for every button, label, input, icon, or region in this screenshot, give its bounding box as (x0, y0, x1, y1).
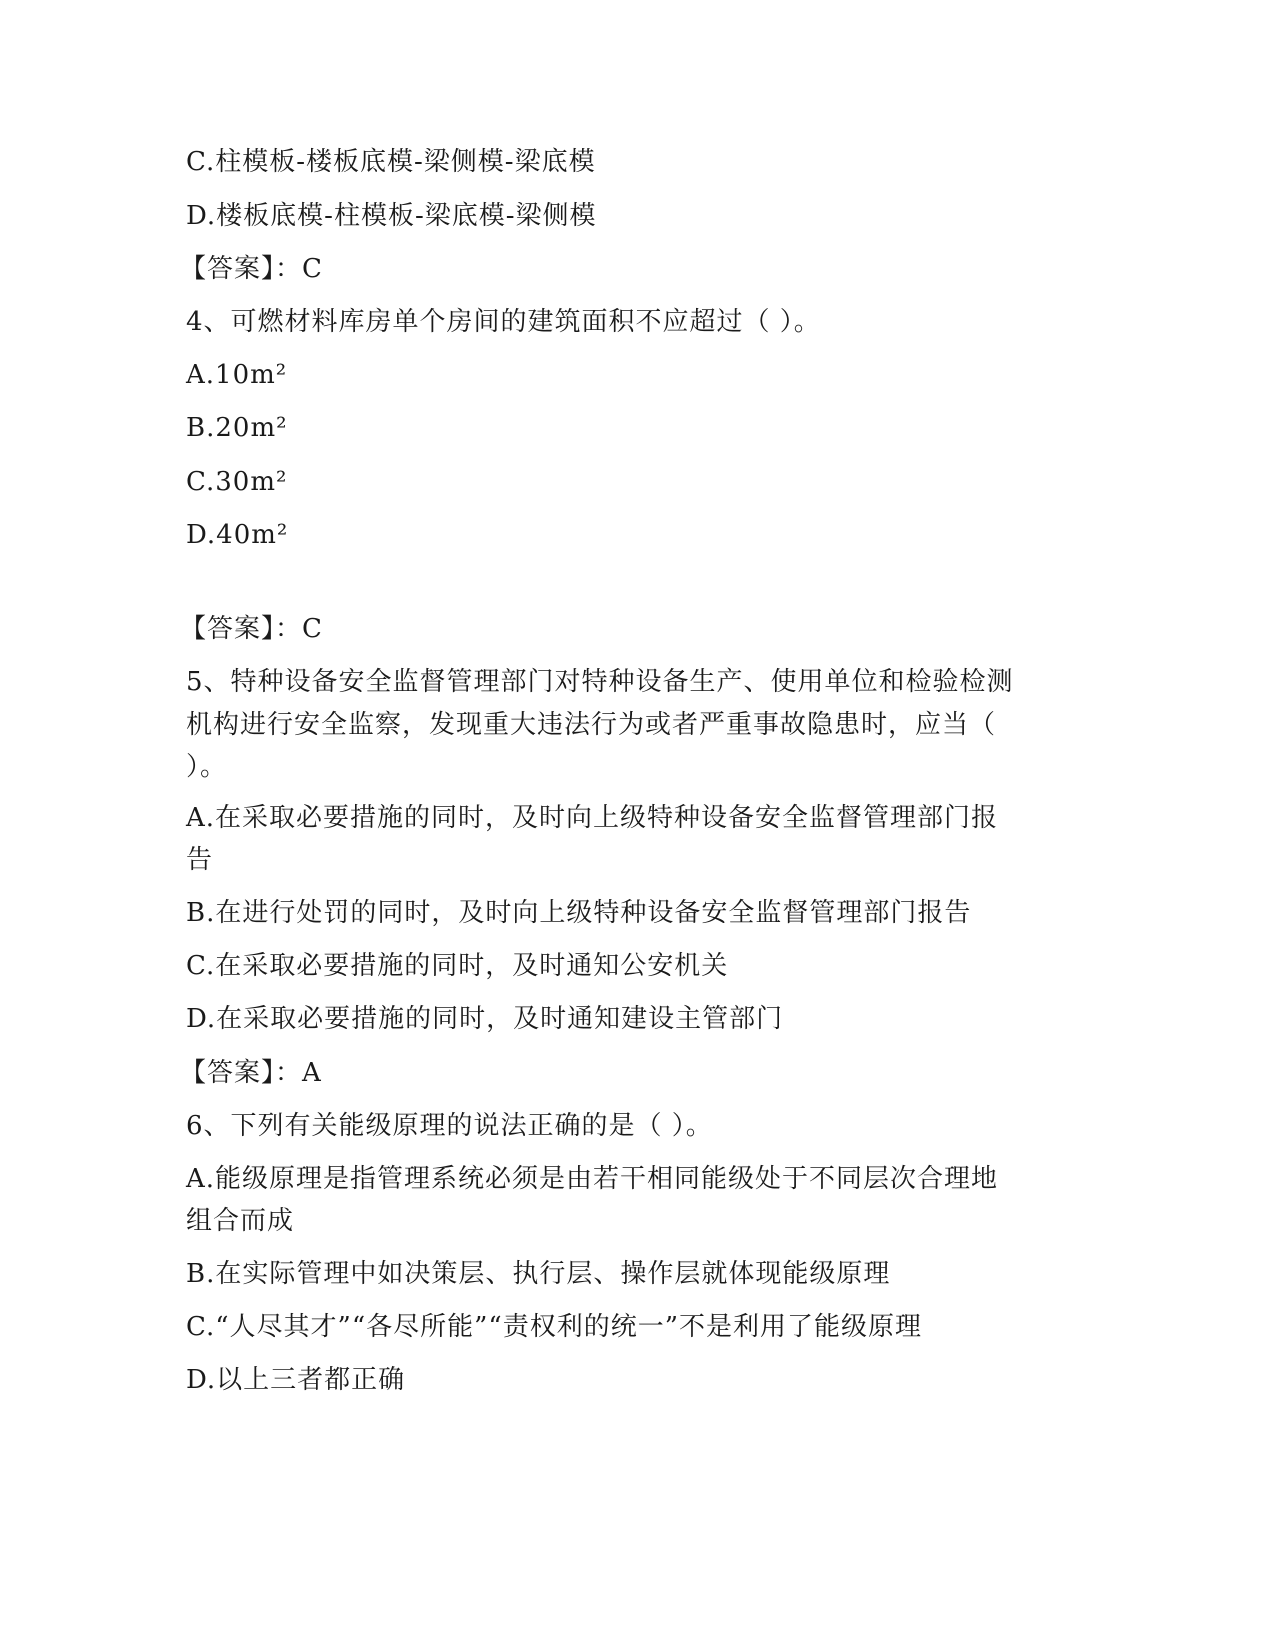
q6-option-a-line-1: A.能级原理是指管理系统必须是由若干相同能级处于不同层次合理地 (186, 1164, 999, 1194)
q4-option-b: B.20m² (186, 413, 288, 443)
q4-option-d: D.40m² (186, 520, 289, 550)
q5-option-a-line-2: 告 (186, 845, 214, 875)
q4-option-c: C.30m² (186, 467, 288, 497)
q5-stem-line-3: ）。 (186, 752, 228, 782)
q3-option-c: C.柱模板-楼板底模-梁侧模-梁底模 (186, 147, 596, 177)
q5-option-d: D.在采取必要措施的同时，及时通知建设主管部门 (186, 1004, 784, 1034)
q4-stem: 4、可燃材料库房单个房间的建筑面积不应超过（ ）。 (186, 307, 821, 337)
q5-answer: 【答案】：A (180, 1058, 322, 1088)
q5-stem-line-2: 机构进行安全监察，发现重大违法行为或者严重事故隐患时，应当（ (186, 710, 997, 740)
q5-option-c: C.在采取必要措施的同时，及时通知公安机关 (186, 951, 729, 981)
q3-option-d: D.楼板底模-柱模板-梁底模-梁侧模 (186, 201, 597, 231)
q6-option-a-line-2: 组合而成 (186, 1206, 295, 1236)
q4-option-a: A.10m² (186, 360, 288, 390)
q6-option-c: C.“人尽其才”“各尽所能”“责权利的统一”不是利用了能级原理 (186, 1312, 922, 1342)
q5-option-b: B.在进行处罚的同时，及时向上级特种设备安全监督管理部门报告 (186, 898, 972, 928)
q6-option-d: D.以上三者都正确 (186, 1365, 406, 1395)
q3-answer: 【答案】：C (180, 254, 323, 284)
q4-answer: 【答案】：C (180, 614, 323, 644)
q6-stem: 6、下列有关能级原理的说法正确的是（ ）。 (186, 1111, 713, 1141)
q5-option-a-line-1: A.在采取必要措施的同时，及时向上级特种设备安全监督管理部门报 (186, 803, 999, 833)
q6-option-b: B.在实际管理中如决策层、执行层、操作层就体现能级原理 (186, 1259, 891, 1289)
q5-stem-line-1: 5、特种设备安全监督管理部门对特种设备生产、使用单位和检验检测 (186, 667, 1014, 697)
